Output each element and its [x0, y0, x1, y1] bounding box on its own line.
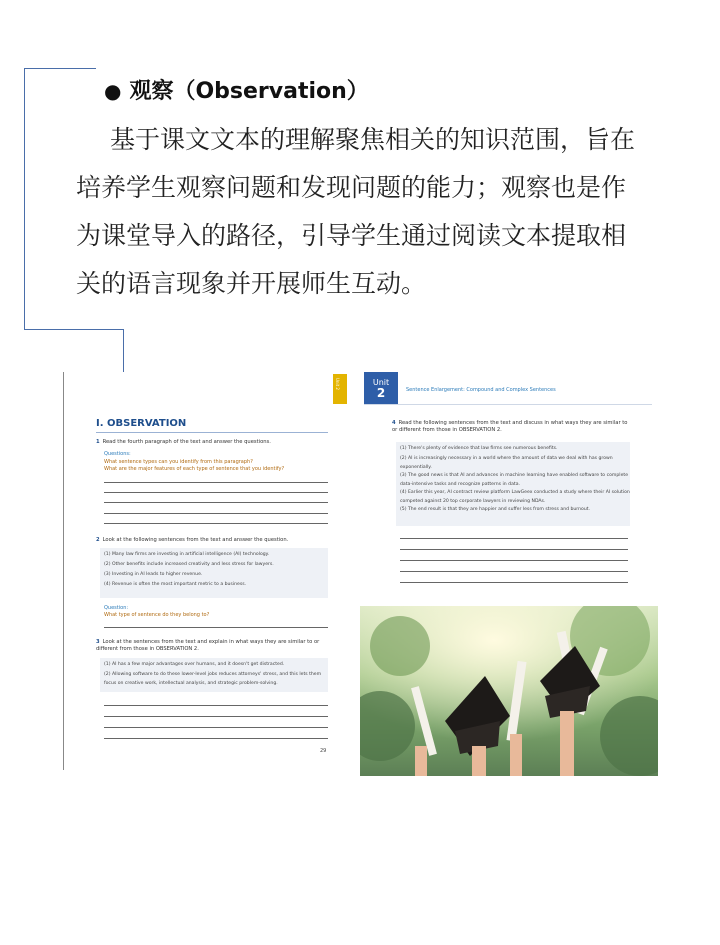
sentence-item: competed against 20 top corporate lawyers in reviewing NDAs.: [400, 499, 546, 504]
sentence-item: (4) Revenue is often the most important metric to a business.: [104, 582, 247, 587]
sentence-box-2: [100, 548, 328, 598]
answer-line: [400, 549, 628, 550]
question-4: [392, 420, 632, 434]
frame-line-left: [24, 68, 25, 330]
answer-line: [104, 523, 328, 524]
sentence-box-3: [100, 658, 328, 692]
paragraph-line: 培养学生观察问题和发现问题的能力；观察也是作: [76, 173, 627, 202]
frame-line-top: [24, 68, 96, 69]
question-3: [96, 639, 330, 653]
sentence-item: (1) AI has a few major advantages over humans, and it doesn't get distracted.: [104, 662, 285, 667]
sentence-item: (2) AI is increasingly necessary in a world where the amount of data we deal with has grown: [400, 456, 613, 461]
unit-number: 2: [376, 386, 386, 400]
question-number: 2: [96, 537, 100, 543]
question-number: 4: [392, 420, 396, 426]
question-1: [96, 439, 328, 446]
answer-line: [104, 502, 328, 503]
question-number: 1: [96, 439, 100, 445]
sentence-item: (3) The good news is that AI and advances in machine learning have enabled software to complete: [400, 473, 629, 478]
unit-badge: [364, 372, 398, 404]
question-number: 3: [96, 639, 100, 645]
sentence-item: (1) Many law firms are investing in artificial intelligence (AI) technology.: [104, 552, 270, 557]
paragraph-line: 基于课文文本的理解聚焦相关的知识范围，旨在: [110, 125, 636, 154]
question-text: Read the fourth paragraph of the text and answer the questions.: [102, 439, 271, 445]
header-rule: [364, 404, 652, 405]
unit-subtitle: Sentence Enlargement: Compound and Complex Sentences: [406, 387, 556, 393]
answer-line: [400, 571, 628, 572]
question-text: Read the following sentences from the text and discuss in what ways they are similar to or different from those in OBSERVATION 2.: [392, 420, 628, 433]
answer-line: [400, 560, 628, 561]
question-line: What are the major features of each type of sentence that you identify?: [104, 466, 285, 472]
sentence-item: (5) The end result is that they are happier and suffer less from stress and burnout.: [400, 507, 591, 512]
title-rule: [96, 432, 328, 433]
graduation-photo: [360, 606, 658, 776]
sentence-item: (2) Allowing software to do these lower-level jobs reduces attorneys' stress, and this lets them: [104, 672, 322, 677]
question-line: What sentence types can you identify from this paragraph?: [104, 459, 253, 465]
answer-line: [104, 627, 328, 628]
frame-line-bottom: [24, 329, 124, 330]
sentence-item: exponentially.: [400, 465, 432, 470]
question-label: Question:: [104, 605, 129, 611]
bullet-icon: ●: [104, 79, 122, 103]
section-heading: [104, 74, 369, 105]
paragraph-line: 关的语言现象并开展师生互动。: [76, 269, 427, 298]
sentence-box-4: [396, 442, 630, 526]
questions-label: Questions:: [104, 451, 131, 457]
graduation-caps-illustration: [360, 606, 658, 776]
answer-line: [104, 705, 328, 706]
answer-line: [400, 538, 628, 539]
question-text: Look at the following sentences from the text and answer the question.: [102, 537, 289, 543]
heading-title: 观察（Observation）: [129, 79, 369, 104]
question-text: Look at the sentences from the text and explain in what ways they are similar to or different from those in OBSERVATION 2.: [96, 639, 320, 652]
sentence-item: (1) There's plenty of evidence that law firms see numerous benefits.: [400, 446, 558, 451]
answer-line: [104, 492, 328, 493]
page-number: 29: [320, 748, 327, 754]
sentence-item: (2) Other benefits include increased creativity and less stress for lawyers.: [104, 562, 274, 567]
unit-tab-text: Unit 2: [335, 378, 340, 390]
description-paragraph: [76, 116, 686, 308]
answer-line: [400, 582, 628, 583]
answer-line: [104, 738, 328, 739]
sentence-item: focus on creative work, intellectual analysis, and strategic problem-solving.: [104, 681, 278, 686]
question-2: [96, 537, 328, 544]
answer-line: [104, 727, 328, 728]
observation-title: I. OBSERVATION: [96, 418, 187, 429]
paragraph-line: 为课堂导入的路径，引导学生通过阅读文本提取相: [76, 221, 627, 250]
question-line: What type of sentence do they belong to?: [104, 612, 210, 618]
sentence-item: (4) Earlier this year, AI contract review platform LawGeex conducted a study where their AI solution: [400, 490, 630, 495]
answer-line: [104, 716, 328, 717]
answer-line: [104, 482, 328, 483]
sentence-item: data-intensive tasks and recognize patterns in data.: [400, 482, 520, 487]
answer-line: [104, 513, 328, 514]
unit-label: Unit: [372, 378, 390, 387]
sentence-item: (3) Investing in AI leads to higher revenue.: [104, 572, 203, 577]
unit-tab: [333, 374, 347, 404]
